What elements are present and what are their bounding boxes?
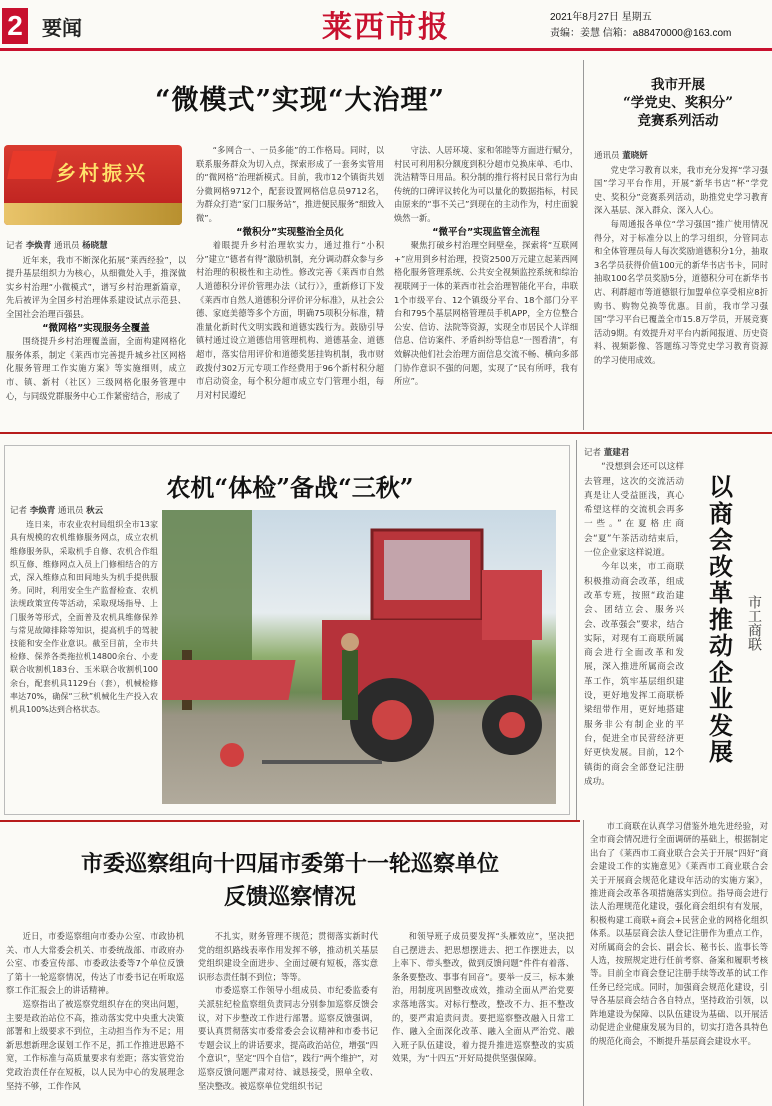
byline-name-2: 杨晓慧	[82, 241, 108, 251]
article-4-col-1	[584, 446, 684, 818]
mechanic-figure	[342, 650, 358, 720]
byline-label-2: 通讯员	[57, 506, 84, 516]
title-line: 竞赛系列活动	[637, 113, 719, 129]
paragraph: 市委巡察工作领导小组成员、市纪委监委有关派驻纪检监察组负责同志分别参加巡察反馈会议，对下步整改工作进行部署。巡察反馈强调，要认真贯彻落实市委常委会会议精神和市委书记专题会议上的讲话要求，提高政治站位，增强“四个意识”，坚定“四个自信”，践行“两个维护”，对巡察反馈问题严肃对待、诚恳接受，照单全收、坚决整改。被巡察单位党组织书记	[198, 985, 378, 1091]
issue-date: 2021年8月27日 星期五	[550, 12, 652, 23]
article-4-title: 以 商 会 改 革 推 动 企 业 发 展	[709, 474, 733, 766]
wheat-field-image	[4, 203, 182, 225]
article-2-title	[590, 76, 766, 130]
paragraph: 着眼提升乡村治理软实力，通过推行“小积分”建立“德者有得”激励机制，充分调动群众参与乡村治理的积极性和主动性。修改完善《莱西市自然人道德积分评价管理办法（试行）》，重新修订下发《莱西市自然人道德积分评价评分标准》，从社会公德、家庭美德等多个方面，明确75项积分标准，精准量化新时代文明实践和道德实践行为。鼓励引导镇村通过设立道德信用管理机构、道德基金、道德超市，落实信用评价和道德奖惩挂钩机制，我市财政拨付302万元专项工作经费用于96个新村积分超市启动资金，每个积分超市成立专门管理小组，每月对村民遵纪	[196, 240, 384, 400]
paragraph: 和领导班子成员要发挥“头雁效应”，坚决把自己摆进去、把思想摆进去、把工作摆进去，以上率下、带头整改，做到反馈问题“件件有着落、条条要整改、事事有回音”。要举一反三，标本兼治，用制度巩固整改成效，推动全面从严治党要求落地落实。对标行整改，整改不力、拒不整改的，要严肃追责问责。要把巡察整改融入日常工作、融入全面深化改革、融入全面从严治党、融入班子队伍建设，着力提升推进巡察整改的实质效果，为“十四五”开好局提供坚强保障。	[392, 931, 574, 1064]
article-1-col-3	[394, 144, 578, 424]
header-reel	[162, 660, 296, 700]
gear-part	[220, 743, 244, 767]
section-divider	[0, 820, 580, 822]
subheading: “微积分”实现整治全员化	[236, 226, 344, 238]
article-4-col-2	[590, 820, 768, 1104]
article-5-col-2	[198, 930, 378, 1106]
title-line: “学党史、奖积分”	[622, 95, 734, 111]
paragraph: 连日来，市农业农村局组织全市13家具有规模的农机维修服务网点，成立农机维修服务队，采取机手自修、农机合作组织互修、维修网点入员上门修相结合的方式，深入维修点和田间地头为机手提供服务。同时，利用安全生产监督检查、农机法规政策宣传等活动，采取现场指导、上门服务等形式，全面普及农机具维修保养与常见故障排除等知识，提高机手的驾驶技能和安全作业意识。截至目前，全市共检修、保养各类拖拉机14800余台、小麦联合收割机183台、玉米联合收割机100余台，配套机具1129台（套），机械检修率达70%，确保“三秋”机械化生产投入农机具100%达到合格状态。	[10, 520, 158, 715]
masthead-logo: 莱西市报	[322, 10, 450, 45]
title-line: 市委巡察组向十四届市委第十一轮巡察单位	[80, 851, 499, 877]
article-5-col-1	[6, 930, 184, 1106]
title-line: 我市开展	[651, 77, 705, 93]
byline-label: 记者	[6, 241, 24, 251]
flag-icon	[7, 151, 57, 179]
harvester-photo	[162, 510, 556, 804]
article-3-title: 农机“体检”备战“三秋”	[166, 473, 414, 502]
page-number: 2	[2, 8, 28, 44]
paragraph: “多网合一、一员多能”的工作格局。同时，以联系服务群众为切入点，探索形成了一套务实管用的“微网格”治理新模式。目前，我市12个镇街共划分微网格9712个，配套设置网格信息员9712名，为群众打造“家门口服务站”，推进便民服务“细致入微”。	[196, 145, 384, 223]
paragraph: 聚焦打破乡村治理空间壁垒，探索将“互联网+”应用到乡村治理，投资2500万元建立起莱西网格化服务管理系统、公共安全视频监控系统和综治视联网于一体的莱西市社会治理智能化平台，串联1个市级平台、12个镇级分平台、18个部门分平台和795个基层网格管理员手机APP，全方位整合公安、信访、法院等资源，实现全市居民个人详细信息、信访案件、矛盾纠纷等信息“一图看清”，有效解决他们社会治理方面信息交流不畅、横向多部门协作意识不强的问题，实现了“民有所呼，我有所应”。	[394, 240, 578, 387]
column-divider	[583, 60, 584, 430]
column-divider	[583, 820, 584, 1106]
byline-label: 记者	[584, 448, 602, 458]
paragraph: 守法、人居环境、家和邻睦等方面进行赋分，村民可利用积分额度到积分超市兑换床单、毛巾、洗洁精等日用品。积分制的推行将村民日常行为由传统的口碑评议转化为可以量化的数据指标，村民由原来的“事不关己”到现在的主动作为，村庄面貌焕然一新。	[394, 145, 578, 223]
subheading: “微平台”实现监管全流程	[432, 226, 540, 238]
byline-name: 李焕青	[25, 241, 52, 251]
byline-name-2: 秋云	[86, 506, 104, 516]
paragraph: 近年来，我市不断深化拓展“莱西经验”，以提升基层组织力为核心，从细微处入手，推深做实乡村治理“小微模式”，谱写乡村治理新篇章，先后被评为全国乡村治理体系建设试点示范县、全国社会治理百强县。	[6, 254, 186, 319]
rural-revitalization-badge: 乡村振兴	[56, 161, 148, 185]
paragraph: 不扎实，财务管理不规范；贯彻落实新时代党的组织路线表率作用发挥不够，推动机关基层党组织建设全面进步、全面过硬有短板，落实意识形态责任制不到位；等等。	[198, 931, 378, 982]
harvester-illustration	[162, 510, 556, 804]
byline-label: 通讯员	[594, 151, 620, 161]
title-line: 反馈巡察情况	[223, 884, 356, 910]
article-1-col-1	[6, 240, 186, 425]
byline-label-2: 通讯员	[53, 241, 80, 251]
header-rule	[0, 48, 772, 51]
section-name: 要闻	[42, 16, 82, 40]
paragraph: 围绕提升乡村治理覆盖面，全面构建网格化服务体系，制定《莱西市完善提升城乡社区网格化服务管理工作实施方案》等实施细则，成立市、镇、新村（社区）三级网格化服务管理中心，与同级党群服务中心工作紧密结合，形成了	[6, 336, 186, 401]
paragraph: 每周通报各单位“学习强国”推广使用情况得分，对于标准分以上的学习组织，分管同志和全体管理员每人每次奖励道德积分1分，抽取3名学员获得价值100元的新华书店书卡，同时抽取100名学员奖励5分，道德积分可在新华书店、利群超市等道德银行加盟单位享受相应8折购书、购物兑换等优惠。目前，我市学习强国”学习平台已覆盖全市15.8万学员，开展竞赛活动9期。有效提升对平台内新闻报道、历史资料、视频影像、答题练习等党史学习教育资源的学习使用成效。	[594, 218, 768, 365]
tree-icon	[162, 510, 252, 670]
paragraph: 今年以来，市工商联积极推动商会改革，组成改革专班，按照“政治建会、团结立会、服务兴会、改革强会”要求，结合实际，对现有工商联所属商会进行全面改革和发展，深入推进所属商会改革工作，筑牢基层组织建设，更好地发挥工商联桥梁纽带作用，更好地搭建服务非公有制企业的平台，促进全市民营经济更好更快发展。目前，12个镇街的商会全部登记注册成功。	[584, 562, 684, 787]
paragraph: 巡察指出了被巡察党组织存在的突出问题，主要是政治站位不高，推动落实党中央重大决策部署和上级要求不到位，主动担当作为不足；用新思想新理念谋划工作不足，抓工作推进思路不宽，工作标准与高质量要求有差距；落实管党治党政治责任存在短板，以人民为中心的发展理念坚持不够，工作作风	[6, 998, 184, 1091]
editor-info: 责编：姜慧 信箱：a88470000@163.com	[550, 28, 732, 39]
article-4-subtitle: 市工商联	[746, 595, 762, 651]
paragraph: 党史学习教育以来，我市充分发挥“学习强国”学习平台作用，开展“新华书店”杯“学党史、奖积分”竞赛系列活动，助推党史学习教育深入基层、深入群众、深入人心。	[594, 164, 768, 216]
paragraph: 近日，市委巡察组向市委办公室、市政协机关、市人大常委会机关、市委统战部、市政府办公室、市委宣传部、市委政法委等7个单位反馈了第十一轮巡察情况，传达了市委书记在听取巡察工作汇报会上的讲话精神。	[6, 931, 184, 996]
article-1-title: “微模式”实现“大治理”	[154, 85, 446, 116]
paragraph: 市工商联在认真学习借鉴外地先进经验，对全市商会情况进行全面调研的基础上，根据制定出台了《莱西市工商业联合会关于开展“四好”商会建设工作的实施意见》《莱西市工商业联合会关于开展商会规范化建设年活动的实施方案》，推进商会改革各项措施落实到位。指导商会进行法人治理规范化建设，强化商会组织有有发展，积极构建工商联+商会+民营企业的网格化组织体系。以基层商会法人登记注册作为重点工作，对所属商会的会长、副会长、秘书长、监事长等人选，按照规定进行任前考察、备案和履职考核等。目前全市商会登记注册手续等改革的试工作任务已经完成。同时，加强商会规范化建设，引导各基层商会结合各自特点，坚持政治引领，以阵地建设为保障、以队伍建设为基础、以开展活动促进企业健康发展为目的，切实打造各具特色的规范化商会，不断提升基层商会建设水平。	[590, 821, 768, 1046]
article-5-col-3	[392, 930, 574, 1106]
column-divider	[576, 440, 577, 820]
subheading: “微网格”实现服务全覆盖	[42, 322, 150, 334]
article-5-title	[10, 848, 570, 914]
rural-revitalization-banner	[4, 145, 182, 225]
paragraph: “没想到会还可以这样去管理，这次的交流活动真是让人受益匪浅，真心希望这样的交流机会再多一些。”在夏格庄商会“夏”午茶活动结束后，一位企业家这样说道。	[584, 462, 684, 559]
byline-name: 李焕青	[29, 506, 56, 516]
grain-tank	[482, 570, 542, 640]
cab-window	[384, 540, 470, 600]
byline-name: 董晓妍	[622, 151, 648, 161]
byline-label: 记者	[10, 506, 28, 516]
article-3-body	[10, 505, 158, 810]
article-1-col-2	[196, 144, 384, 424]
byline-name: 董建君	[603, 448, 630, 458]
section-divider	[0, 432, 772, 434]
article-2-body	[594, 150, 768, 428]
